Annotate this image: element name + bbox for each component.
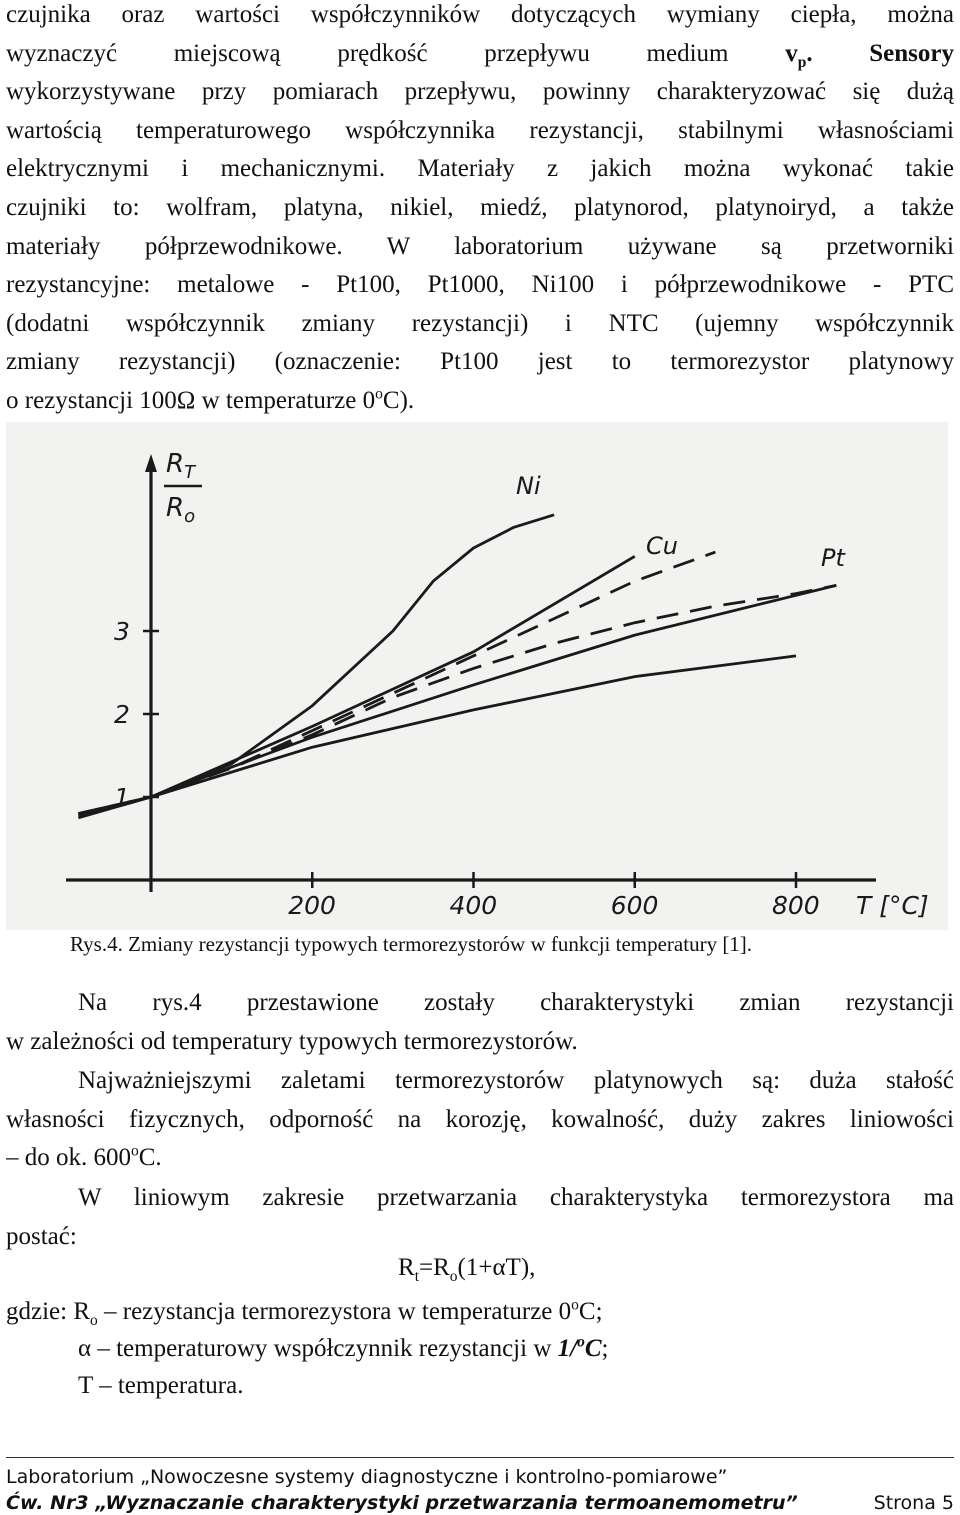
curve-label-pt: Pt	[821, 544, 845, 572]
x-axis-label: T [°C]	[856, 891, 929, 920]
text-line: elektrycznymi i mechanicznymi. Materiały z jakich można wykonać takie	[6, 155, 954, 183]
x-tick-label: 200	[288, 891, 336, 920]
x-tick-label: 400	[449, 891, 498, 920]
definition-t: T – temperatura.	[78, 1372, 244, 1399]
footer-exercise-title: Ćw. Nr3 „Wyznaczanie charakterystyki przetwarzania termoanemometru”	[6, 1492, 798, 1514]
text-line: w zależności od temperatury typowych termorezystorów.	[6, 1027, 578, 1055]
y-axis-label-numerator: $R_T$	[166, 449, 196, 483]
text-line: zmiany rezystancji) (oznaczenie: Pt100 jest to termorezystor platynowy	[6, 348, 954, 376]
text-line: (dodatni współczynnik zmiany rezystancji) i NTC (ujemny współczynnik	[6, 309, 954, 337]
y-tick-label: 1	[114, 783, 130, 812]
text-line: czujnika oraz wartości współczynników dotyczących wymiany ciepła, można	[6, 1, 954, 28]
velocity-symbol: $v_p$	[785, 39, 807, 71]
text-line: postać:	[6, 1222, 77, 1250]
text-line: Na rys.4 przestawione zostały charakterystyki zmian rezystancji	[78, 989, 954, 1016]
text-line: Najważniejszymi zaletami termorezystorów platynowych są: duża stałość	[78, 1067, 954, 1094]
text-fragment: . Sensory	[806, 39, 954, 67]
paragraph-figure-description	[6, 984, 954, 1061]
figure-resistance-chart	[6, 422, 948, 930]
text-line	[6, 35, 954, 74]
definition-alpha: α – temperaturowy współczynnik rezystancji w 1/$^o$C;	[78, 1333, 609, 1362]
text-line: wykorzystywane przy pomiarach przepływu, powinny charakteryzować się dużą	[6, 78, 954, 106]
paragraph-sensors	[6, 0, 954, 421]
chart-svg	[6, 422, 948, 930]
figure-caption: Rys.4. Zmiany rezystancji typowych termorezystorów w funkcji temperatury [1].	[70, 932, 753, 956]
text-line: czujniki to: wolfram, platyna, nikiel, miedź, platynorod, platynoiryd, a także	[6, 193, 954, 221]
text-line: własności fizycznych, odporność na korozję, kowalność, duży zakres liniowości	[6, 1105, 954, 1133]
text-line: – do ok. 600$^o$C.	[6, 1142, 162, 1172]
x-tick-label: 600	[610, 891, 659, 920]
text-line: materiały półprzewodnikowe. W laboratorium używane są przetworniki	[6, 232, 954, 260]
paragraph-platinum-advantages	[6, 1062, 954, 1178]
definition-ro: gdzie: $R_o$ – rezystancja termorezystora w temperaturze 0$^o$C;	[6, 1296, 603, 1329]
y-tick-label: 3	[114, 617, 130, 646]
text-line: rezystancyjne: metalowe - Pt100, Pt1000, Ni100 i półprzewodnikowe - PTC	[6, 271, 954, 299]
alpha-unit: 1/$^o$C	[557, 1333, 602, 1362]
y-tick-label: 2	[114, 700, 130, 729]
y-axis-label-denominator: $R_o$	[166, 493, 196, 527]
text-line: o rezystancji 100Ω w temperaturze 0$^o$C).	[6, 385, 415, 414]
text-line: W liniowym zakresie przetwarzania charakterystyka termorezystora ma	[78, 1184, 954, 1211]
curve-label-ni: Ni	[516, 472, 541, 500]
resistance-formula: $R_t=R_o(1+\alpha T)$,	[398, 1254, 536, 1285]
footer-exercise	[6, 1491, 954, 1515]
x-tick-label: 800	[772, 891, 820, 920]
text-fragment: wyznaczyć miejscową prędkość przepływu medium	[6, 39, 729, 67]
footer-lab-name: Laboratorium „Nowoczesne systemy diagnostyczne i kontrolno-pomiarowe”	[6, 1466, 728, 1488]
curve-label-cu: Cu	[646, 532, 678, 560]
text-line: wartością temperaturowego współczynnika rezystancji, stabilnymi własnościami	[6, 116, 954, 144]
formula-definitions	[6, 1293, 608, 1404]
footer-divider	[6, 1457, 954, 1458]
page-number: Strona 5	[873, 1492, 954, 1514]
paragraph-linear-range	[6, 1179, 954, 1256]
